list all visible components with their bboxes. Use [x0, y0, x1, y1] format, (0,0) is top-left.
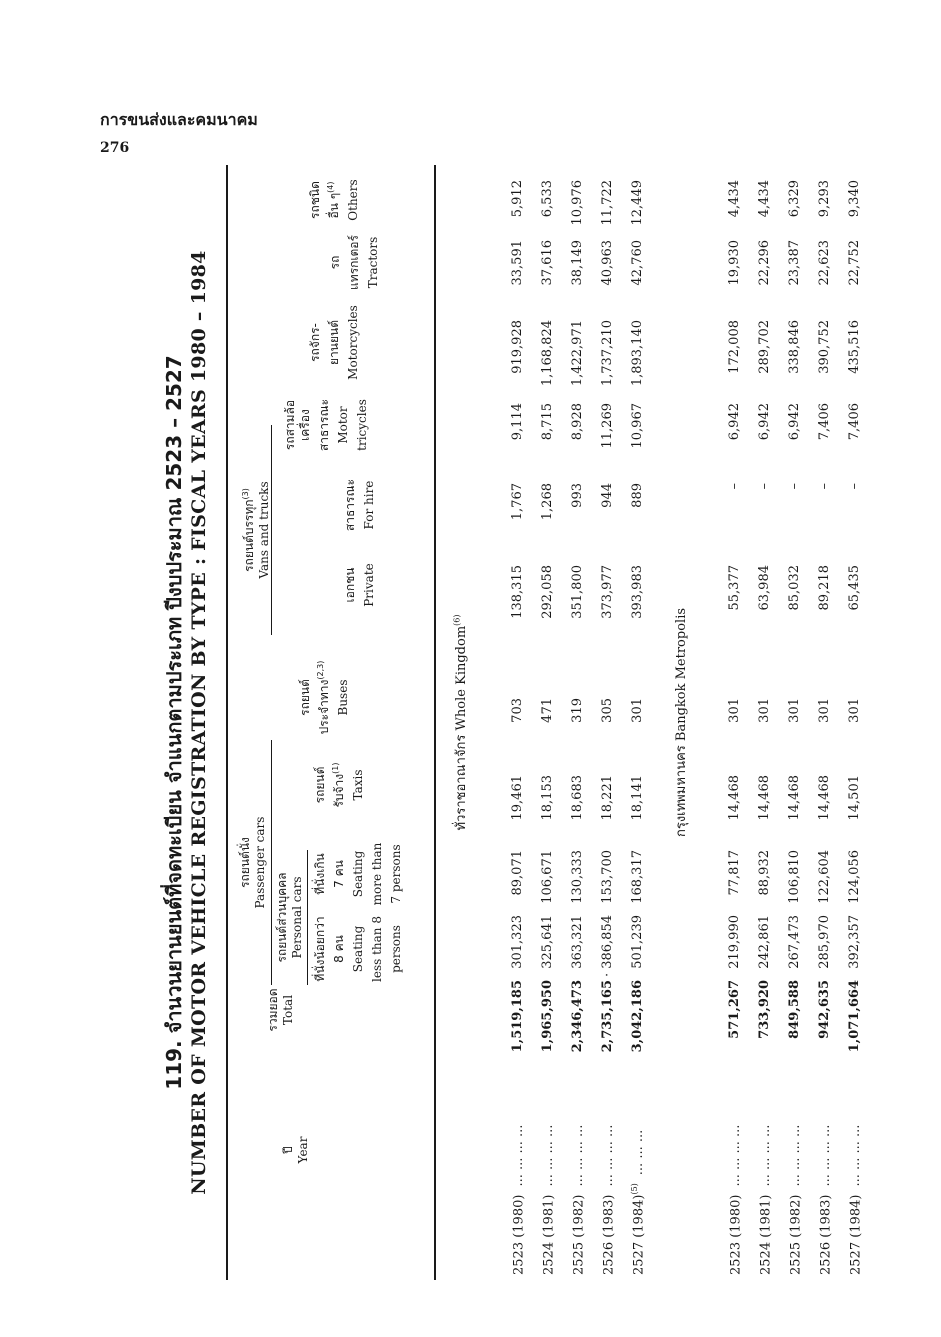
cell-lt8: 242,861	[757, 915, 772, 969]
header-year-english: Year	[296, 1136, 310, 1164]
cell-gt7: 168,317	[630, 850, 645, 904]
cell-others: 4,434	[727, 180, 742, 218]
row-year	[630, 1105, 646, 1275]
cell-private: 85,032	[787, 565, 802, 611]
cell-buses: 305	[600, 698, 615, 723]
header-others-thai-2-text: อื่น ๆ	[327, 192, 341, 219]
header-lt8-english-1: Seating	[351, 925, 365, 973]
cell-gt7: 88,932	[757, 850, 772, 896]
header-buses-thai-1: รถยนต์	[298, 679, 312, 716]
cell-buses: 301	[787, 698, 802, 723]
row-year	[787, 1105, 803, 1275]
header-personal-thai: รถยนต์ส่วนบุคคล	[275, 872, 289, 963]
cell-moto: 919,928	[510, 320, 525, 374]
header-tricycle-english-1: Motor	[336, 406, 350, 444]
cell-private: 55,377	[727, 565, 742, 611]
row-year-text: 2525 (1982)	[788, 1194, 804, 1275]
cell-gt7: 89,071	[510, 850, 525, 896]
row-leader-dots: ... ... ... ...	[601, 1124, 617, 1187]
row-year-text: 2523 (1980)	[511, 1194, 527, 1275]
cell-moto: 1,168,824	[540, 320, 555, 387]
header-vans-english: Vans and trucks	[257, 481, 271, 579]
cell-tricycle: 8,928	[570, 403, 585, 441]
row-year-text: 2525 (1982)	[571, 1194, 587, 1275]
cell-forhire: 1,767	[510, 483, 525, 521]
section-bangkok-english: Bangkok Metropolis	[674, 607, 689, 742]
section-whole-kingdom-thai: ทั่วราชอาณาจักร	[454, 734, 469, 831]
row-year	[847, 1105, 863, 1275]
cell-total: 1,965,950	[540, 980, 555, 1053]
cell-buses: 301	[630, 698, 645, 723]
cell-gt7: 77,817	[727, 850, 742, 896]
cell-tricycle: 9,114	[510, 403, 525, 441]
cell-private: 292,058	[540, 565, 555, 619]
row-leader-dots: ... ... ... ...	[818, 1124, 834, 1187]
cell-buses: 301	[847, 698, 862, 723]
header-total	[266, 975, 296, 1045]
row-leader-dots: ... ... ... ...	[541, 1124, 557, 1187]
cell-taxis: 18,153	[540, 775, 555, 821]
row-leader-dots: ... ... ...	[631, 1129, 647, 1176]
cell-buses: 301	[727, 698, 742, 723]
cell-buses: 703	[510, 698, 525, 723]
header-lt8-english-3: persons	[389, 925, 403, 973]
cell-tractor: 19,930	[727, 240, 742, 286]
header-taxis	[313, 750, 366, 820]
rotated-table-page	[158, 165, 863, 1280]
row-year-text: 2523 (1980)	[728, 1194, 744, 1275]
cell-buses: 301	[817, 698, 832, 723]
cell-taxis: 14,468	[787, 775, 802, 821]
cell-total: 3,042,186	[630, 980, 645, 1053]
cell-others: 6,329	[787, 180, 802, 218]
header-buses	[298, 655, 351, 740]
header-vans-footnote: (3)	[241, 488, 250, 500]
cell-others: 9,340	[847, 180, 862, 218]
row-leader-dots: ... ... ... ...	[728, 1124, 744, 1187]
cell-lt8: 363,321	[570, 915, 585, 969]
cell-forhire: 993	[570, 483, 585, 508]
header-taxis-footnote: (1)	[331, 762, 340, 774]
header-private	[343, 550, 377, 620]
header-tricycle-thai-1: รถสามล้อ	[283, 399, 297, 451]
header-vans-trucks	[238, 425, 272, 635]
cell-lt8: 325,641	[540, 915, 555, 969]
header-tractor-thai-2: แทรกเตอร์	[347, 235, 361, 290]
header-tricycle-thai-3: สาธารณะ	[317, 398, 331, 452]
cell-forhire: 944	[600, 483, 615, 508]
header-seating-gt7	[313, 840, 404, 908]
header-gt7-english-3: 7 persons	[389, 844, 403, 904]
cell-private: 351,800	[570, 565, 585, 619]
header-vans-thai-text: รถยนต์บรรทุก	[242, 499, 256, 572]
cell-buses: 471	[540, 698, 555, 723]
cell-others: 6,533	[540, 180, 555, 218]
header-gt7-english-2: more than	[370, 842, 384, 906]
cell-taxis: 14,501	[847, 775, 862, 821]
header-total-thai: รวมยอด	[266, 988, 280, 1032]
table-row	[847, 165, 871, 1280]
header-others-footnote: (4)	[326, 181, 335, 193]
cell-gt7: 106,671	[540, 850, 555, 904]
cell-lt8: 267,473	[787, 915, 802, 969]
header-passenger-english: Passenger cars	[253, 816, 267, 909]
table-title-thai: 119. จำนวนยานยนต์ที่จดทะเบียน จำแนกตามประเภท ปีงบประมาณ 2523 – 2527	[162, 355, 186, 1090]
cell-moto: 390,752	[817, 320, 832, 374]
cell-tricycle: 11,269	[600, 403, 615, 449]
header-buses-thai-2	[313, 655, 332, 740]
cell-taxis: 18,221	[600, 775, 615, 821]
cell-taxis: 14,468	[757, 775, 772, 821]
cell-taxis: 18,141	[630, 775, 645, 821]
row-leader-dots: ... ... ... ...	[758, 1124, 774, 1187]
row-year-text: 2526 (1983)	[818, 1194, 834, 1275]
cell-private: 65,435	[847, 565, 862, 611]
section-label-whole-kingdom	[450, 165, 471, 1280]
row-year	[727, 1105, 743, 1275]
header-gt7-english-1: Seating	[351, 850, 365, 898]
cell-others: 11,722	[600, 180, 615, 226]
header-bottom-rule	[434, 165, 436, 1280]
header-moto-english: Motorcycles	[346, 305, 360, 380]
header-lt8-thai-1: ที่นั่งน้อยกว่า	[313, 916, 327, 982]
page-number: 276	[100, 140, 130, 156]
row-year-text: 2524 (1981)	[758, 1194, 774, 1275]
header-lt8-english-2: less than 8	[370, 916, 384, 982]
header-buses-thai-2-text: ประจำทาง	[317, 679, 331, 735]
header-moto-thai-2: ยานยนต์	[327, 320, 341, 365]
header-seating-lt8	[313, 910, 404, 988]
header-vans-thai	[238, 425, 257, 635]
header-others-thai-2	[323, 170, 342, 230]
header-gt7-thai-1: ที่นั่งเกิน	[313, 853, 327, 895]
row-year-footnote: (5)	[630, 1183, 639, 1195]
header-personal-cars	[275, 850, 305, 985]
cell-total: 2,735,165	[600, 980, 615, 1053]
cell-forhire: 889	[630, 483, 645, 508]
cell-gt7: 124,056	[847, 850, 862, 904]
header-lt8-thai-2: 8 คน	[332, 935, 346, 963]
cell-others: 4,434	[757, 180, 772, 218]
header-motorcycles	[308, 300, 361, 385]
row-year	[540, 1105, 556, 1275]
table-row	[540, 165, 564, 1280]
cell-moto: 289,702	[757, 320, 772, 374]
cell-others: 10,976	[570, 180, 585, 226]
cell-taxis: 19,461	[510, 775, 525, 821]
cell-total: 2,346,473	[570, 980, 585, 1053]
cell-tractor: 22,296	[757, 240, 772, 286]
cell-gt7: 106,810	[787, 850, 802, 904]
cell-private: 89,218	[817, 565, 832, 611]
cell-tricycle: 6,942	[787, 403, 802, 441]
cell-buses: 301	[757, 698, 772, 723]
header-tractor-english: Tractors	[366, 236, 380, 289]
cell-tractor: 23,387	[787, 240, 802, 286]
running-head: การขนส่งและคมนาคม	[100, 110, 258, 129]
section-label-bangkok	[670, 165, 691, 1280]
personal-cars-rule	[307, 850, 308, 985]
header-taxis-thai-1: รถยนต์	[313, 766, 327, 804]
cell-tricycle: 7,406	[847, 403, 862, 441]
header-forhire-thai: สาธารณะ	[343, 478, 357, 532]
cell-taxis: 14,468	[817, 775, 832, 821]
cell-moto: 1,737,210	[600, 320, 615, 387]
cell-gt7: 153,700	[600, 850, 615, 904]
header-tractor-thai-1: รถ	[328, 255, 342, 270]
header-passenger-thai: รถยนต์นั่ง	[238, 837, 252, 888]
row-year	[817, 1105, 833, 1275]
row-leader-dots: ... ... ... ...	[571, 1124, 587, 1187]
table-row	[757, 165, 781, 1280]
header-moto-thai-1: รถจักร-	[308, 323, 322, 362]
row-year	[600, 1105, 616, 1275]
cell-tractor: 40,963	[600, 240, 615, 286]
cell-lt8: 392,357	[847, 915, 862, 969]
row-leader-dots: ... ... ... ...	[511, 1124, 527, 1187]
cell-private: 138,315	[510, 565, 525, 619]
row-leader-dots: ... ... ... ...	[788, 1124, 804, 1187]
cell-total: 942,635	[817, 980, 832, 1039]
header-passenger-cars	[238, 740, 268, 985]
cell-total: 849,588	[787, 980, 802, 1039]
header-taxis-english: Taxis	[351, 769, 365, 801]
header-others-thai-1: รถชนิด	[308, 181, 322, 219]
row-leader-dots: ... ... ... ...	[848, 1124, 864, 1187]
cell-total: 1,071,664	[847, 980, 862, 1053]
cell-lt8: · 386,854	[600, 915, 615, 978]
cell-total: 1,519,185	[510, 980, 525, 1053]
cell-tractor: 42,760	[630, 240, 645, 286]
table-row	[600, 165, 624, 1280]
header-buses-footnote: (2,3)	[316, 660, 325, 680]
row-year-text: 2527 (1984)	[848, 1194, 864, 1275]
cell-moto: 1,893,140	[630, 320, 645, 387]
cell-forhire: –	[727, 483, 742, 490]
cell-lt8: 301,323	[510, 915, 525, 969]
header-private-thai: เอกชน	[343, 567, 357, 603]
cell-private: 393,983	[630, 565, 645, 619]
table-row	[630, 165, 654, 1280]
cell-tractor: 33,591	[510, 240, 525, 286]
cell-tricycle: 8,715	[540, 403, 555, 441]
table-row	[510, 165, 534, 1280]
header-buses-english: Buses	[336, 679, 350, 716]
table-row	[727, 165, 751, 1280]
passenger-cars-rule	[271, 740, 272, 985]
table-row	[570, 165, 594, 1280]
section-bangkok-thai: กรุงเทพมหานคร	[674, 745, 689, 838]
header-year-thai: ปี	[281, 1146, 295, 1154]
row-year	[510, 1105, 526, 1275]
cell-others: 9,293	[817, 180, 832, 218]
cell-forhire: –	[847, 483, 862, 490]
header-forhire-english: For hire	[362, 480, 376, 530]
cell-forhire: –	[757, 483, 772, 490]
cell-tricycle: 6,942	[727, 403, 742, 441]
header-tricycle-thai-2: เครื่อง	[298, 409, 312, 441]
header-for-hire	[343, 470, 377, 540]
cell-gt7: 130,333	[570, 850, 585, 904]
header-gt7-thai-2: 7 คน	[332, 860, 346, 888]
cell-buses: 319	[570, 698, 585, 723]
cell-tractor: 38,149	[570, 240, 585, 286]
cell-tricycle: 7,406	[817, 403, 832, 441]
header-tractors	[328, 225, 381, 300]
cell-total: 733,920	[757, 980, 772, 1039]
top-rule	[226, 165, 228, 1280]
cell-private: 63,984	[757, 565, 772, 611]
table-row	[787, 165, 811, 1280]
cell-tractor: 22,623	[817, 240, 832, 286]
cell-lt8: 501,239	[630, 915, 645, 969]
header-others	[308, 170, 361, 230]
header-others-english: Others	[346, 179, 360, 221]
cell-others: 12,449	[630, 180, 645, 226]
cell-others: 5,912	[510, 180, 525, 218]
header-taxis-thai-2	[328, 750, 347, 820]
cell-forhire: 1,268	[540, 483, 555, 521]
row-year	[570, 1105, 586, 1275]
header-taxis-thai-2-text: รับจ้าง	[332, 773, 346, 808]
section-whole-kingdom-english: Whole Kingdom	[454, 625, 469, 731]
cell-tricycle: 6,942	[757, 403, 772, 441]
cell-tractor: 22,752	[847, 240, 862, 286]
header-year	[281, 1120, 311, 1180]
header-private-english: Private	[362, 563, 376, 607]
cell-gt7: 122,604	[817, 850, 832, 904]
table-row	[817, 165, 841, 1280]
cell-tricycle: 10,967	[630, 403, 645, 449]
table-title-english: NUMBER OF MOTOR VEHICLE REGISTRATION BY TYPE : FISCAL YEARS 1980 – 1984	[188, 250, 210, 1195]
row-year-text: 2526 (1983)	[601, 1194, 617, 1275]
cell-tractor: 37,616	[540, 240, 555, 286]
cell-forhire: –	[817, 483, 832, 490]
cell-moto: 1,422,971	[570, 320, 585, 387]
cell-total: 571,267	[727, 980, 742, 1039]
header-tricycle-english-2: tricycles	[355, 399, 369, 451]
cell-moto: 435,516	[847, 320, 862, 374]
cell-taxis: 14,468	[727, 775, 742, 821]
cell-moto: 338,846	[787, 320, 802, 374]
cell-forhire: –	[787, 483, 802, 490]
header-motor-tricycles	[283, 390, 370, 460]
cell-moto: 172,008	[727, 320, 742, 374]
cell-taxis: 18,683	[570, 775, 585, 821]
cell-lt8: 285,970	[817, 915, 832, 969]
cell-lt8: 219,990	[727, 915, 742, 969]
row-year-text: 2524 (1981)	[541, 1194, 557, 1275]
section-whole-kingdom-footnote: (6)	[452, 614, 462, 626]
row-year	[757, 1105, 773, 1275]
row-year-text: 2527 (1984)	[631, 1194, 647, 1275]
header-total-english: Total	[281, 994, 295, 1026]
cell-private: 373,977	[600, 565, 615, 619]
header-personal-english: Personal cars	[290, 876, 304, 959]
